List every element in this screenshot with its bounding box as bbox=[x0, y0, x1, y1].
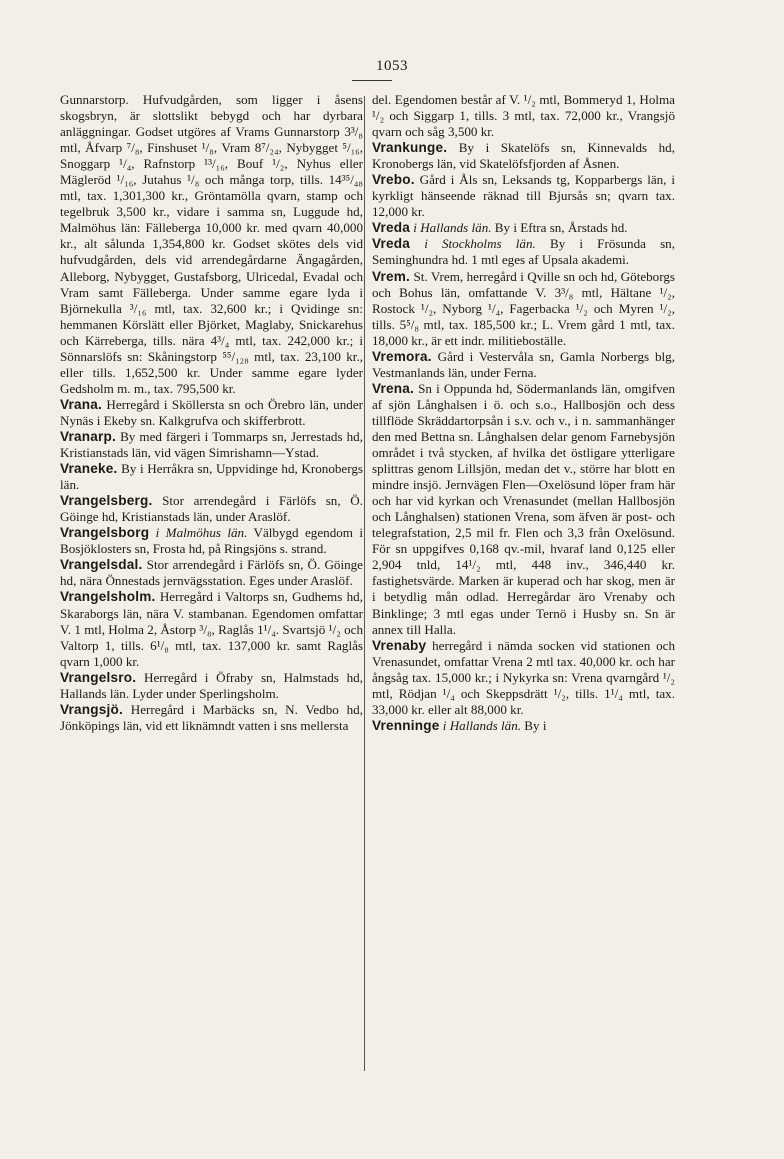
headword: Vrankunge. bbox=[372, 140, 448, 156]
entry-vrebo: Vrebo. Gård i Åls sn, Leksands tg, Kopparbergs län, i kyrkligt hänseende räknad till Bjursås sn; qvarn tax. 12,000 kr. bbox=[372, 172, 675, 220]
entry-vrankunge: Vrankunge. By i Skatelöfs sn, Kinnevalds hd, Kronobergs län, vid Skatelöfsfjorden af Åsnen. bbox=[372, 140, 675, 172]
headword: Vrangelsborg bbox=[60, 525, 150, 541]
entry-vrangelsborg: Vrangelsborg i Malmöhus län. Välbygd egendom i Bosjöklosters sn, Frosta hd, på Ringsjöns s. strand. bbox=[60, 525, 363, 557]
headword-qualifier: i Malmöhus län. bbox=[149, 525, 248, 541]
entry-vreda-stockholms: Vreda i Stockholms län. By i Frösunda sn, Seminghundra hd. 1 mtl eges af Upsala akademi. bbox=[372, 236, 675, 268]
page-number-rule bbox=[352, 80, 392, 81]
headword: Vrangelsberg. bbox=[60, 493, 153, 509]
headword: Vrangelsro. bbox=[60, 669, 137, 685]
entry-vrangelsholm: Vrangelsholm. Herregård i Valtorps sn, Gudhems hd, Skaraborgs län, nära V. stambanan. Egendomen omfattar V. 1 mtl, Holma 2, Åstorp ³/₈, Raglås 1¹/₄. Svartsjö ¹/₂ och Valtorp 1, tills. 6¹/₈ mtl, tax. 137,000 kr. samt Raglås qvarn 1,000 kr. bbox=[60, 589, 363, 669]
entry-vrenaby: Vrenaby herregård i nämda socken vid stationen och Vrenasundet, omfattar Vrena 2 mtl tax. 40,000 kr. och har ångsåg tax. 15,000 kr.; i Nykyrka sn: Vrena qvarngård ¹/₂ mtl, Rödjan ¹/₄ och Skeppsdrätt ¹/₂, tills. 1¹/₄ mtl, tax. 33,000 kr. eller alt 88,000 kr. bbox=[372, 637, 675, 717]
entry-vrangelsberg: Vrangelsberg. Stor arrendegård i Färlöfs sn, Ö. Göinge hd, Kristianstads län, under Araslöf. bbox=[60, 493, 363, 525]
entry-vremora: Vremora. Gård i Vestervåla sn, Gamla Norbergs blg, Vestmanlands län, under Ferna. bbox=[372, 348, 675, 380]
page-number: 1053 bbox=[376, 58, 408, 74]
headword: Vraneke. bbox=[60, 461, 118, 477]
headword: Vrena. bbox=[372, 380, 415, 396]
headword: Vreda bbox=[372, 220, 411, 236]
right-column bbox=[372, 92, 675, 734]
headword: Vremora. bbox=[372, 348, 432, 364]
headword: Vrangsjö. bbox=[60, 701, 123, 717]
entry-vrangelsdal: Vrangelsdal. Stor arrendegård i Färlöfs sn, Ö. Göinge hd, nära Önnestads jernvägsstation. Eges under Araslöf. bbox=[60, 557, 363, 589]
headword: Vrenninge bbox=[372, 717, 440, 733]
headword-qualifier: i Hallands län. bbox=[410, 220, 492, 236]
entry-vreda-hallands: Vreda i Hallands län. By i Eftra sn, Årstads hd. bbox=[372, 220, 628, 236]
headword: Vrana. bbox=[60, 396, 103, 412]
headword: Vrem. bbox=[372, 268, 411, 284]
left-column bbox=[60, 92, 363, 734]
headword-qualifier: i Stockholms län. bbox=[410, 236, 536, 252]
entry-gunnarstorp-cont: Gunnarstorp. Hufvudgården, som ligger i åsens skogsbryn, är slottslikt bebygd och har dyrbara anläggningar. Godset utgöres af Vrams Gunnarstorp 3³/₈ mtl, Åfvarp ⁷/₈, Finshuset ¹/₈, Vram 8⁷/₂₄, Nybygget ⁵/₁₆, Snoggarp ¹/₄, Rafnstorp ¹³/₁₆, Bouf ¹/₂, Nyhus eller Mägleröd ¹/₁₆, Jutahus ¹/₈ och många torp, tills. 14³⁵/₄₈ mtl, tax. 1,301,300 kr., Gröntamölla qvarn, stamp och tegelbruk 3,500 kr., vidare i samma sn, Luggude hd, Malmöhus län: Fälleberga 10,000 kr. med qvarn 40,000 kr., alt sålunda 1,354,800 kr. Godset skötes dels vid hufvudgården, dels vid arrendegårdarne Ängagården, Alleborg, Nybygget, Gustafsborg, Ulricedal, Evadal och Vram samt Fälleberga. Under samme egare lyda i Björnekulla ³/₁₆ mtl, tax. 32,600 kr.; i Qvidinge sn: hemmanen Körslätt eller Björket, Maglaby, Snickarehus och Kärreberga, tills. nära 4³/₄ mtl, tax. 242,000 kr.; i Sönnarslöfs sn: Skåningstorp ⁵⁵/₁₂₈ mtl, tax. 23,100 kr., eller tills. 1,652,500 kr. Under samme egare lyder Gedsholm m. m., tax. 795,500 kr. bbox=[60, 92, 363, 396]
entry-vrena: Vrena. Sn i Oppunda hd, Södermanlands län, omgifven af sjön Långhalsen i ö. och s.o., Hallbosjön och dess tillflöde Skräddartorpsån i s.v. och v., i n. sammanhänger den med Bettna sn. Långhalsen delar genom Farnebysjön området i två stycken, af hvilka det östligare ytterligare splittras genom Lillsjön, medan det v., större har blott en mindre insjö. Jernvägen Flen—Oxelösund löper fram här och har vid kyrkan och Vrenasundet (mellan Hallbosjön och Långhalsen) stationen Vrena, som äfven är post- och telegrafstation, 2,5 mil fr. Flen och 3,3 från Oxelösund. För sn uppgifves 0,168 qv.-mil, hvaraf land 0,125 eller 2,904 tnld, 14¹/₂ mtl, 448 inv., 346,440 kr. fastighetsvärde. Marken är kuperad och har skog, men är i betydlig mån odlad. Herregårdar äro Vrenaby och Binklinge; 3 mtl egas under Ternö i Husby sn. Sn är annex till Halla. bbox=[372, 380, 675, 637]
headword-qualifier: i Hallands län. bbox=[439, 717, 522, 733]
entry-vranarp: Vranarp. By med färgeri i Tommarps sn, Jerrestads hd, Kristianstads län, vid vägen Simrishamn—Ystad. bbox=[60, 428, 363, 461]
headword: Vrenaby bbox=[372, 637, 427, 653]
column-divider bbox=[364, 96, 365, 1071]
headword: Vrangelsdal. bbox=[60, 557, 143, 573]
entry-vrangsjo-cont: del. Egendomen består af V. ¹/₂ mtl, Bommeryd 1, Holma ¹/₂ och Siggarp 1, tills. 3 mtl, tax. 72,000 kr., Vrangsjö qvarn och såg 3,500 kr. bbox=[372, 92, 675, 140]
entry-vrangelsro: Vrangelsro. Herregård i Öfraby sn, Halmstads hd, Hallands län. Lyder under Sperlingsholm. bbox=[60, 669, 363, 701]
headword: Vrangelsholm. bbox=[60, 589, 156, 605]
entry-vrangsjo: Vrangsjö. Herregård i Marbäcks sn, N. Vedbo hd, Jönköpings län, vid ett liknämndt vatten i sns mellersta bbox=[60, 701, 363, 733]
headword: Vrebo. bbox=[372, 172, 415, 188]
headword: Vreda bbox=[372, 236, 411, 252]
entry-vrem: Vrem. St. Vrem, herregård i Qville sn och hd, Göteborgs och Bohus län, omfattande V. 3³/₈ mtl, Hältane ¹/₂, Rostock ¹/₂, Nyborg ¹/₄, Fagerbacka ¹/₂ och Myren ¹/₂, tills. 5⁵/₈ mtl, tax. 185,500 kr.; L. Vrem gård 1 mtl, tax. 18,000 kr., är ett indr. militieboställe. bbox=[372, 268, 675, 348]
headword: Vranarp. bbox=[60, 428, 117, 444]
entry-vraneke: Vraneke. By i Herråkra sn, Uppvidinge hd, Kronobergs län. bbox=[60, 461, 363, 493]
entry-vrenninge: Vrenninge i Hallands län. By i bbox=[372, 717, 547, 733]
entry-vrana: Vrana. Herregård i Sköllersta sn och Örebro län, under Nynäs i Ekeby sn. Kalkgrufva och skifferbrott. bbox=[60, 396, 363, 428]
